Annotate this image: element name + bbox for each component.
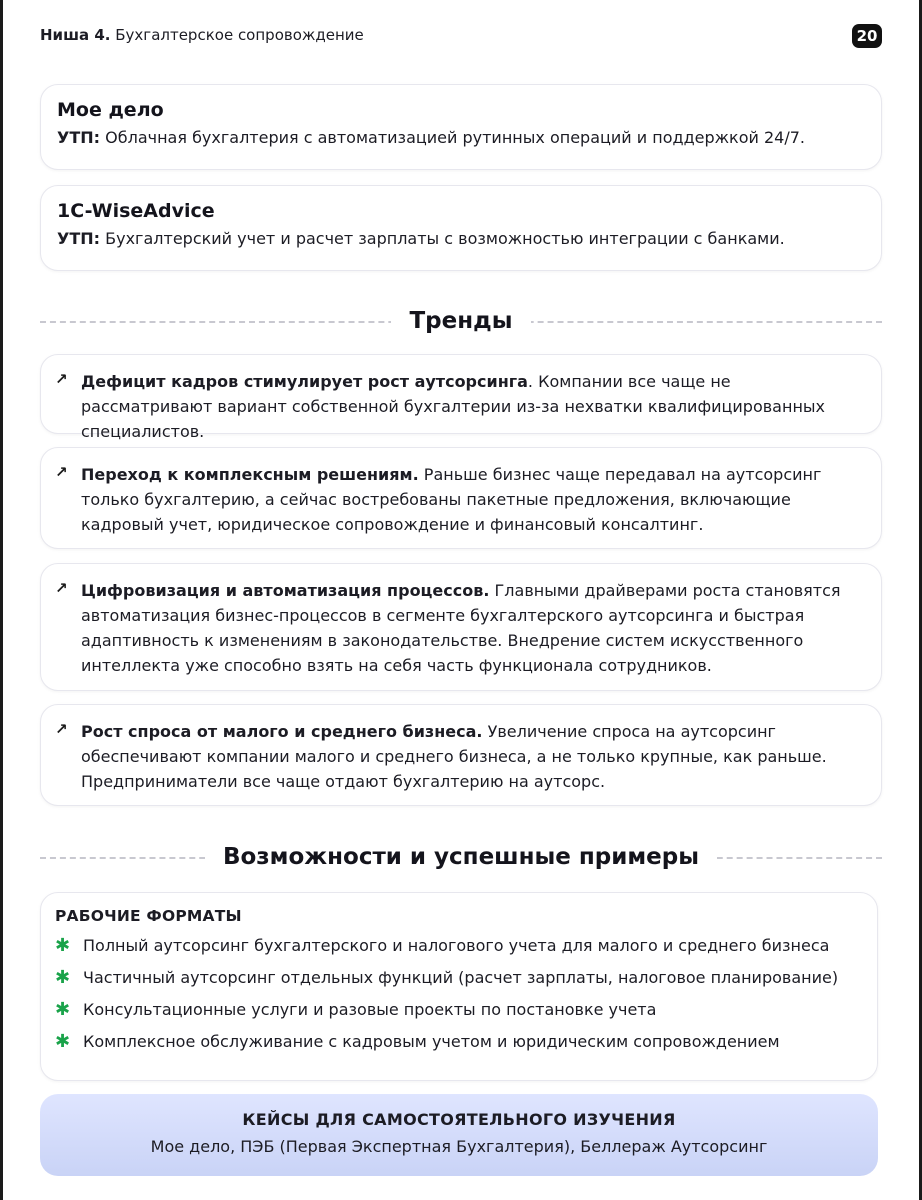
- header-title: [40, 24, 882, 46]
- trend-lead: Дефицит кадров стимулирует рост аутсорсинга: [81, 372, 528, 391]
- trend-card: [40, 447, 882, 549]
- trend-card: [40, 354, 882, 441]
- trend-card: [40, 563, 882, 691]
- trend-text: [81, 578, 861, 678]
- utp-text: Облачная бухгалтерия с автоматизацией рутинных операций и поддержкой 24/7.: [105, 128, 805, 147]
- trend-text: [81, 369, 861, 444]
- format-text: Комплексное обслуживание с кадровым учетом и юридическим сопровождением: [83, 1032, 780, 1051]
- opportunities-section-header: [40, 840, 882, 876]
- trend-lead: Переход к комплексным решениям.: [81, 465, 419, 484]
- format-text: Консультационные услуги и разовые проекты по постановке учета: [83, 1000, 657, 1019]
- niche-title: Бухгалтерское сопровождение: [115, 26, 364, 44]
- cases-list: Мое дело, ПЭБ (Первая Экспертная Бухгалтерия), Беллераж Аутсорсинг: [150, 1137, 768, 1156]
- asterisk-icon: ✱: [55, 935, 71, 956]
- format-text: Полный аутсорсинг бухгалтерского и налогового учета для малого и среднего бизнеса: [83, 936, 830, 955]
- page-frame-left: [0, 0, 3, 1200]
- cases-title: КЕЙСЫ ДЛЯ САМОСТОЯТЕЛЬНОГО ИЗУЧЕНИЯ: [242, 1110, 676, 1129]
- arrow-up-right-icon: ↗: [55, 579, 68, 597]
- trend-text: [81, 719, 861, 794]
- trends-title: Тренды: [40, 304, 882, 338]
- trend-card: [40, 704, 882, 806]
- company-card: [40, 84, 882, 170]
- format-text: Частичный аутсорсинг отдельных функций (расчет зарплаты, налоговое планирование): [83, 968, 839, 987]
- asterisk-icon: ✱: [55, 1031, 71, 1052]
- opportunities-title: Возможности и успешные примеры: [40, 840, 882, 874]
- trend-body: Раньше бизнес чаще передавал на аутсорсинг только бухгалтерию, а сейчас востребованы пакетные предложения, включающие кадровый учет, юридическое сопровождение и финансовый консалтинг.: [81, 465, 822, 534]
- company-card: [40, 185, 882, 271]
- trend-body: . Компании все чаще не рассматривают вариант собственной бухгалтерии из-за нехватки квалифицированных специалистов.: [81, 372, 826, 441]
- company-utp: [57, 228, 865, 250]
- asterisk-icon: ✱: [55, 967, 71, 988]
- list-item: [55, 1031, 863, 1053]
- page-number-badge: 20: [852, 24, 882, 48]
- list-item: [55, 935, 863, 957]
- utp-text: Бухгалтерский учет и расчет зарплаты с возможностью интеграции с банками.: [105, 229, 785, 248]
- trends-section-header: [40, 304, 882, 340]
- list-item: [55, 999, 863, 1021]
- formats-title: РАБОЧИЕ ФОРМАТЫ: [55, 907, 242, 925]
- formats-card: [40, 892, 878, 1081]
- list-item: [55, 967, 863, 989]
- trend-lead: Цифровизация и автоматизация процессов.: [81, 581, 490, 600]
- utp-label: УТП:: [57, 229, 101, 248]
- company-utp: [57, 127, 865, 149]
- page-header: [40, 24, 882, 48]
- utp-label: УТП:: [57, 128, 101, 147]
- arrow-up-right-icon: ↗: [55, 463, 68, 481]
- company-name: 1C-WiseAdvice: [57, 200, 215, 222]
- arrow-up-right-icon: ↗: [55, 370, 68, 388]
- asterisk-icon: ✱: [55, 999, 71, 1020]
- trend-body: Главными драйверами роста становятся автоматизация бизнес-процессов в сегменте бухгалтерского аутсорсинга и быстрая адаптивность к изменениям в законодательстве. Внедрение систем искусственного интеллекта уже способно взять на себя часть функционала сотрудников.: [81, 581, 841, 675]
- arrow-up-right-icon: ↗: [55, 720, 68, 738]
- trend-lead: Рост спроса от малого и среднего бизнеса.: [81, 722, 483, 741]
- cases-banner: [40, 1094, 878, 1176]
- trend-body: Увеличение спроса на аутсорсинг обеспечивают компании малого и среднего бизнеса, а не только крупные, как раньше. Предприниматели все чаще отдают бухгалтерию на аутсорс.: [81, 722, 827, 791]
- niche-label: Ниша 4.: [40, 26, 111, 44]
- company-name: Мое дело: [57, 99, 164, 121]
- trend-text: [81, 462, 861, 537]
